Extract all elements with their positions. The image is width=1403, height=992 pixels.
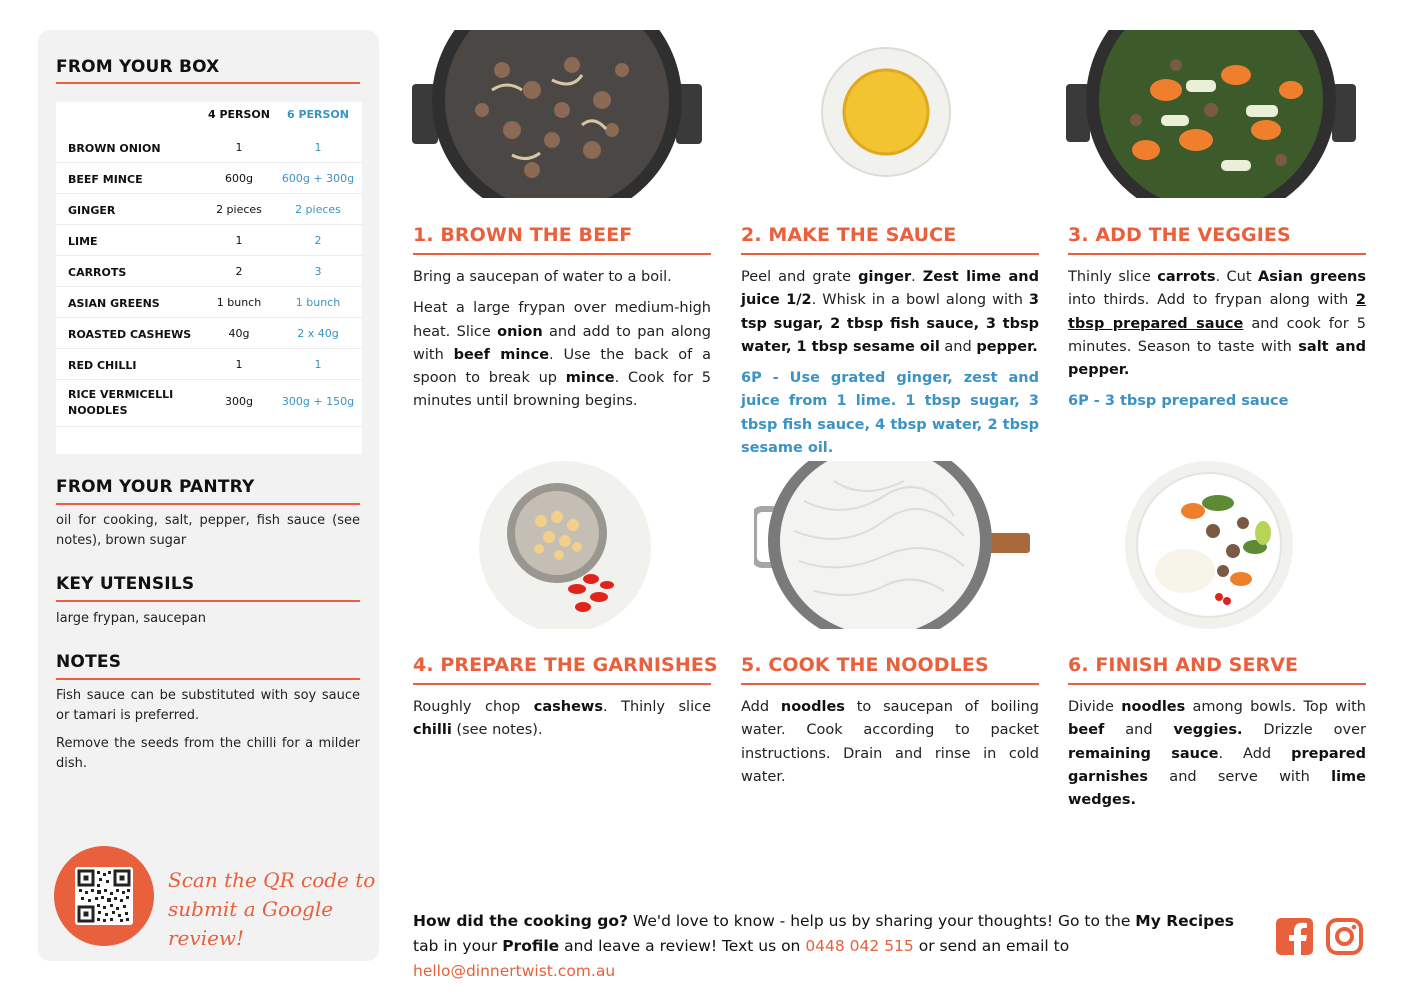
qty-6: 1 — [314, 358, 322, 371]
qty-6: 2 — [314, 234, 322, 247]
photo-garnishes — [479, 461, 651, 629]
review-footer: How did the cooking go? We'd love to know - help us by sharing your thoughts! Go to the My Recipes tab in your Profile and leave a review! Text us on 0448 042 515 or send an email to hello@dinnertwist.com.au — [413, 912, 1234, 980]
step-1-rule — [413, 253, 711, 255]
qty-6: 2 pieces — [295, 203, 341, 216]
qr-badge[interactable] — [54, 846, 154, 946]
qr-caption — [168, 866, 379, 953]
qty-4: 300g — [225, 395, 253, 408]
photo-noodles — [754, 461, 1030, 629]
step-2-body — [741, 266, 1039, 468]
step-1-title: 1. BROWN THE BEEF — [413, 224, 633, 246]
facebook-icon[interactable] — [1276, 918, 1313, 955]
profile-label: Profile — [502, 937, 560, 955]
table-row — [56, 132, 362, 163]
photo-add-veggies — [1066, 30, 1356, 198]
utensils-rule — [56, 600, 360, 602]
table-row — [56, 194, 362, 225]
ingredient-name: BROWN ONION — [68, 142, 161, 155]
qty-6: 3 — [314, 265, 322, 278]
box-title-rule — [56, 82, 360, 84]
step-3-6p-note: 6P - 3 tbsp prepared sauce — [1068, 393, 1289, 410]
step-6-rule — [1068, 683, 1366, 685]
notes-rule — [56, 678, 360, 680]
qty-4: 40g — [228, 327, 250, 340]
ingredient-name: BEEF MINCE — [68, 173, 143, 186]
step-2-6p-note: 6P - Use grated ginger, zest and juice from 1 lime. 1 tbsp sugar, 3 tbsp fish sauce, 4 tbsp water, 2 tbsp sesame oil. — [741, 370, 1039, 457]
ingredient-name: RED CHILLI — [68, 359, 137, 372]
step-6-title: 6. FINISH AND SERVE — [1068, 654, 1299, 676]
phone-link[interactable]: 0448 042 515 — [805, 937, 914, 955]
qty-6: 300g + 150g — [281, 395, 355, 408]
utensils-text: large frypan, saucepan — [56, 611, 206, 626]
qty-4: 1 — [235, 234, 243, 247]
notes-item: Remove the seeds from the chilli for a milder dish. — [56, 736, 360, 771]
step-5-rule — [741, 683, 1039, 685]
ingredient-name: RICE VERMICELLI NOODLES — [68, 388, 174, 417]
table-row — [56, 318, 362, 349]
qr-caption-line: Scan the QR code to — [168, 868, 376, 892]
step-1-paragraph: Bring a saucepan of water to a boil. — [413, 269, 672, 285]
notes-item: Fish sauce can be substituted with soy sauce or tamari is preferred. — [56, 688, 360, 723]
qty-4: 1 bunch — [216, 296, 262, 309]
photo-brown-beef — [412, 30, 702, 198]
pantry-text: oil for cooking, salt, pepper, fish sauce (see notes), brown sugar — [56, 513, 360, 548]
qty-6: 600g + 300g — [281, 172, 355, 185]
step-3-title: 3. ADD THE VEGGIES — [1068, 224, 1291, 246]
ingredient-name: GINGER — [68, 204, 116, 217]
qty-4: 2 — [235, 265, 243, 278]
table-row — [56, 225, 362, 256]
my-recipes-label: My Recipes — [1135, 912, 1234, 930]
step-2-rule — [741, 253, 1039, 255]
photo-make-sauce — [820, 46, 952, 178]
footer-lead: How did the cooking go? — [413, 912, 628, 930]
qr-caption-line: submit a Google review! — [168, 897, 334, 950]
table-row — [56, 287, 362, 318]
qty-6: 2 x 40g — [297, 327, 339, 340]
qty-6: 1 — [314, 141, 322, 154]
instagram-icon[interactable] — [1326, 918, 1363, 955]
step-1-paragraph: Heat a large frypan over medium-high heat. Slice onion and add to pan along with beef mince. Use the back of a spoon to break up mince. Cook for 5 minutes until browning begins. — [413, 300, 711, 410]
sidebar — [38, 30, 379, 961]
qr-code-icon[interactable] — [75, 867, 133, 925]
step-4-body — [413, 696, 711, 751]
table-row — [56, 380, 362, 427]
step-4-rule — [413, 683, 711, 685]
step-1-body — [413, 266, 711, 422]
ingredient-name: ROASTED CASHEWS — [68, 328, 192, 341]
col-6-person: 6 PERSON — [286, 108, 349, 121]
step-6-body — [1068, 696, 1366, 820]
step-4-title: 4. PREPARE THE GARNISHES — [413, 654, 718, 676]
email-link[interactable]: hello@dinnertwist.com.au — [413, 962, 616, 980]
step-3-rule — [1068, 253, 1366, 255]
table-row — [56, 163, 362, 194]
ingredient-name: ASIAN GREENS — [68, 297, 160, 310]
step-3-paragraph: Thinly slice carrots. Cut Asian greens into thirds. Add to frypan along with 2 tbsp prepared sauce and cook for 5 minutes. Season to taste with salt and pepper. — [1068, 269, 1367, 379]
ingredient-name: CARROTS — [68, 266, 127, 279]
notes-title: NOTES — [56, 652, 122, 672]
table-row — [56, 256, 362, 287]
qty-4: 1 — [235, 141, 243, 154]
qty-4: 600g — [225, 172, 253, 185]
step-3-body — [1068, 266, 1366, 422]
pantry-rule — [56, 503, 360, 505]
table-row — [56, 349, 362, 380]
step-5-body — [741, 696, 1039, 797]
qty-4: 2 pieces — [216, 203, 262, 216]
ingredients-table — [56, 102, 362, 454]
step-4-paragraph: Roughly chop cashews. Thinly slice chilli (see notes). — [413, 699, 711, 739]
col-4-person: 4 PERSON — [207, 108, 270, 121]
qty-4: 1 — [235, 358, 243, 371]
step-2-title: 2. MAKE THE SAUCE — [741, 224, 957, 246]
photo-finish — [1123, 461, 1295, 629]
step-5-title: 5. COOK THE NOODLES — [741, 654, 989, 676]
pantry-title: FROM YOUR PANTRY — [56, 477, 255, 497]
utensils-title: KEY UTENSILS — [56, 574, 195, 594]
box-title: FROM YOUR BOX — [56, 57, 220, 77]
step-6-paragraph: Divide noodles among bowls. Top with beef and veggies. Drizzle over remaining sauce. Add prepared garnishes and serve with lime wedges. — [1068, 699, 1366, 809]
ingredient-name: LIME — [68, 235, 98, 248]
qty-6: 1 bunch — [295, 296, 341, 309]
step-5-paragraph: Add noodles to saucepan of boiling water. Cook according to packet instructions. Drain and rinse in cold water. — [741, 699, 1040, 785]
step-2-paragraph: Peel and grate ginger. Zest lime and juice 1/2. Whisk in a bowl along with 3 tsp sugar, 2 tbsp fish sauce, 3 tbsp water, 1 tbsp sesame oil and pepper. — [741, 269, 1040, 355]
